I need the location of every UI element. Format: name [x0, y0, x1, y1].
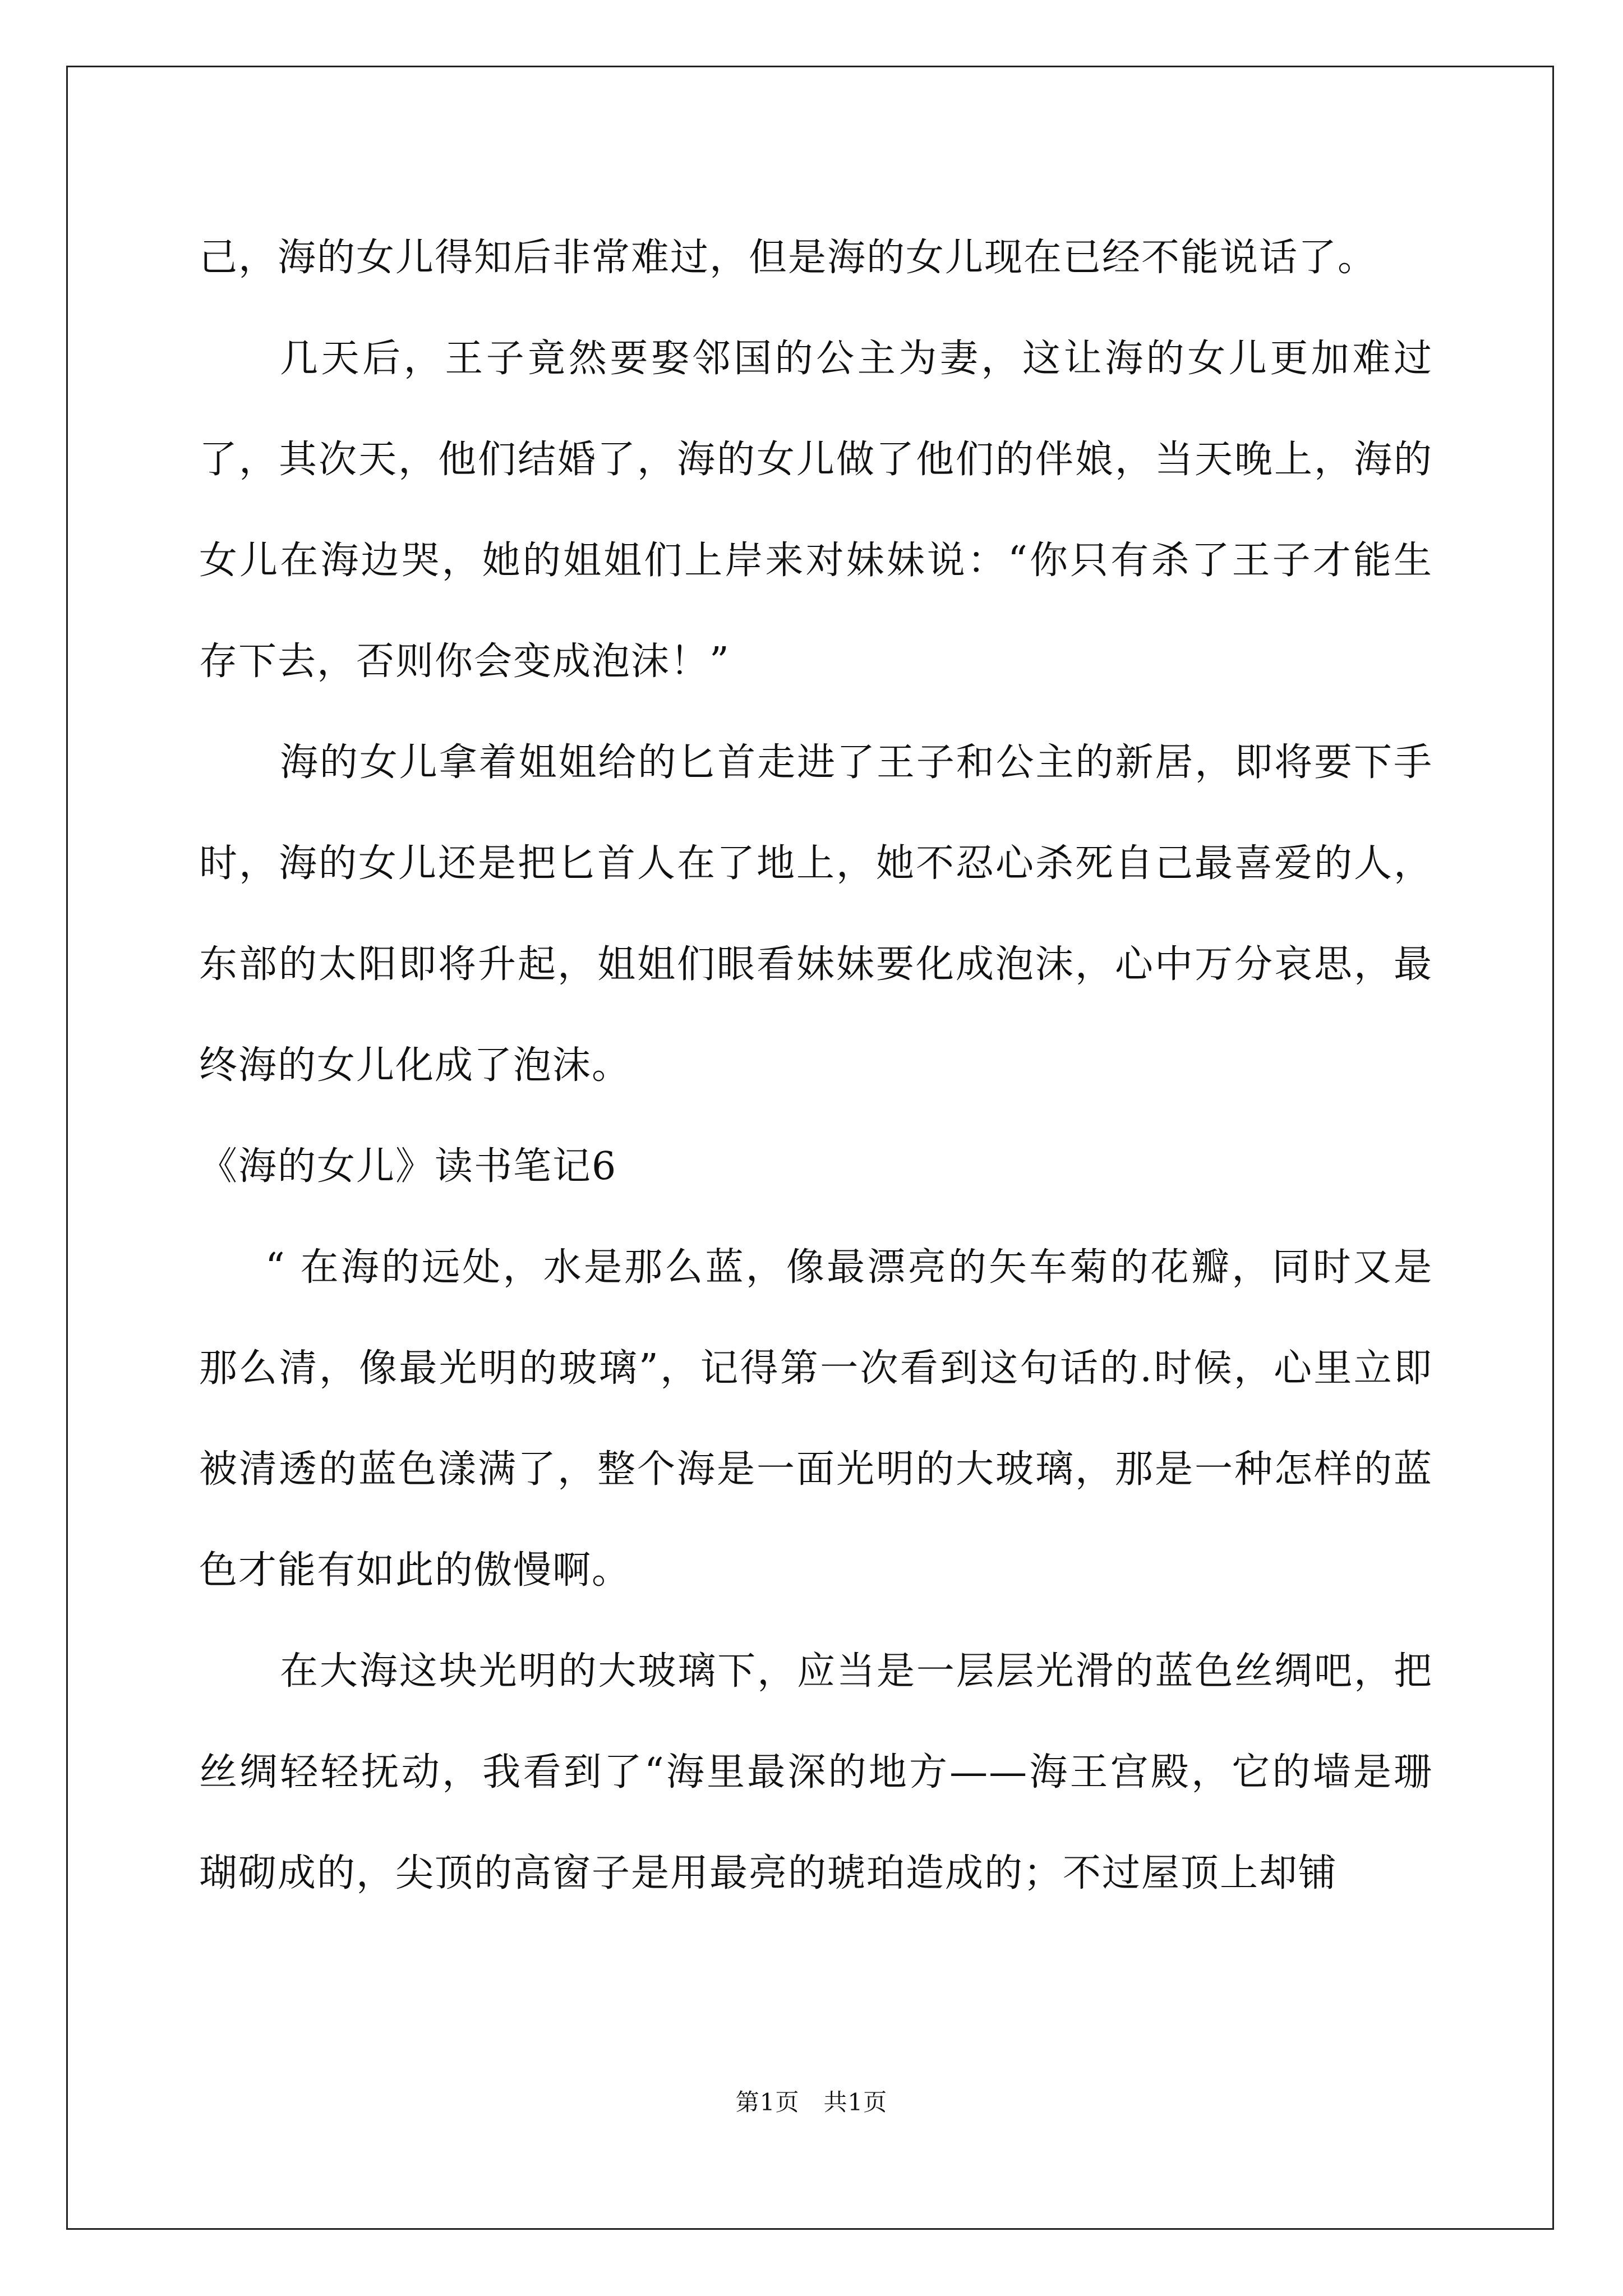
paragraph: “ 在海的远处，水是那么蓝，像最漂亮的矢车菊的花瓣，同时又是那么清，像最光明的玻璃”，记得第一次看到这句话的.时候，心里立即被清透的蓝色漾满了，整个海是一面光明的大玻璃，那是一种怎样的蓝色才能有如此的傲慢啊。 [199, 1245, 1433, 1593]
document-body [199, 208, 1433, 1924]
section-heading: 《海的女儿》读书笔记6 [199, 1144, 617, 1189]
paragraph: 在大海这块光明的大玻璃下，应当是一层层光滑的蓝色丝绸吧，把丝绸轻轻抚动，我看到了“海里最深的地方——海王宫殿，它的墙是珊瑚砌成的，尖顶的高窗子是用最亮的琥珀造成的；不过屋顶上却铺 [199, 1649, 1433, 1895]
page-number-footer: 第1页 共1页 [735, 2088, 888, 2116]
paragraph: 海的女儿拿着姐姐给的匕首走进了王子和公主的新居，即将要下手时，海的女儿还是把匕首人在了地上，她不忍心杀死自己最喜爱的人，东部的太阳即将升起，姐姐们眼看妹妹要化成泡沫，心中万分哀思，最终海的女儿化成了泡沫。 [199, 740, 1433, 1088]
paragraph: 己，海的女儿得知后非常难过，但是海的女儿现在已经不能说话了。 [199, 236, 1377, 280]
paragraph: 几天后，王子竟然要娶邻国的公主为妻，这让海的女儿更加难过了，其次天，他们结婚了，海的女儿做了他们的伴娘，当天晚上，海的女儿在海边哭，她的姐姐们上岸来对妹妹说：“你只有杀了王子才能生存下去，否则你会变成泡沫！” [199, 337, 1433, 684]
